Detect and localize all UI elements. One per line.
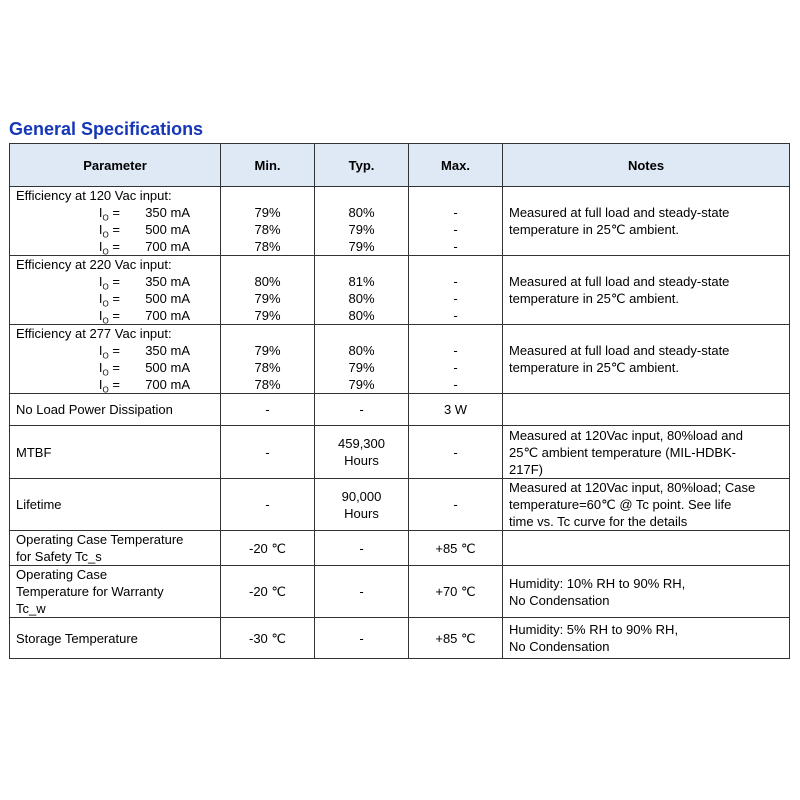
typ-line: -	[359, 540, 364, 556]
min-cell: -30 ℃	[221, 618, 315, 659]
max-cell: -	[409, 479, 503, 531]
typ-value: 80%	[348, 308, 375, 323]
parameter-cell	[10, 426, 221, 479]
page-title: General Specifications	[9, 119, 204, 139]
note-line: temperature in 25℃ ambient.	[509, 360, 679, 375]
parameter-cell	[10, 618, 221, 659]
note-line: Measured at 120Vac input, 80%load and	[509, 427, 743, 443]
note-line: temperature=60℃ @ Tc point. See life	[509, 497, 732, 512]
notes-cell	[503, 187, 790, 256]
current-value: 500 mA	[145, 360, 190, 375]
spec-row	[10, 566, 790, 618]
current-line	[16, 238, 214, 255]
header-max: Max.	[409, 144, 503, 187]
note-line: Measured at full load and steady-state	[509, 205, 730, 220]
min-cell: -	[221, 426, 315, 479]
max-value: -	[453, 308, 458, 323]
efficiency-label: Efficiency at 277 Vac input:	[16, 326, 172, 341]
efficiency-row	[10, 325, 790, 394]
current-value: 500 mA	[145, 291, 190, 306]
min-value: 79%	[254, 205, 281, 220]
min-cell: -	[221, 479, 315, 531]
max-cell	[409, 325, 503, 394]
typ-cell	[315, 479, 409, 531]
current-value: 700 mA	[145, 239, 190, 254]
current-line	[16, 221, 214, 238]
parameter-cell	[10, 566, 221, 618]
typ-cell	[315, 187, 409, 256]
min-value: 79%	[254, 343, 281, 358]
parameter-line: Operating Case Temperature	[16, 532, 184, 547]
io-label: $I_O$ =	[98, 205, 120, 223]
min-value: 78%	[254, 239, 281, 254]
typ-line: Hours	[344, 453, 379, 468]
max-cell: -	[409, 426, 503, 479]
min-cell	[221, 256, 315, 325]
spec-row	[10, 394, 790, 426]
parameter-line: Temperature for Warranty	[16, 584, 164, 599]
notes-cell	[503, 531, 790, 566]
current-value: 350 mA	[145, 343, 190, 358]
min-value: 80%	[254, 274, 281, 289]
max-cell	[409, 256, 503, 325]
typ-cell	[315, 618, 409, 659]
parameter-cell	[10, 256, 221, 325]
parameter-cell	[10, 479, 221, 531]
note-line: No Condensation	[509, 592, 610, 608]
typ-cell	[315, 325, 409, 394]
notes-cell	[503, 256, 790, 325]
parameter-cell	[10, 531, 221, 566]
typ-value: 79%	[348, 360, 375, 375]
typ-value: 79%	[348, 239, 375, 254]
typ-line: -	[359, 584, 364, 599]
typ-value: 79%	[348, 377, 375, 392]
typ-line: -	[359, 630, 364, 646]
max-value: -	[453, 360, 458, 375]
min-value: 79%	[254, 308, 281, 323]
max-cell: +70 ℃	[409, 566, 503, 618]
note-line: Humidity: 5% RH to 90% RH,	[509, 622, 679, 637]
max-cell: +85 ℃	[409, 531, 503, 566]
max-value: -	[453, 377, 458, 392]
note-line: Measured at full load and steady-state	[509, 343, 730, 358]
current-line	[16, 204, 214, 221]
notes-cell	[503, 479, 790, 531]
current-value: 700 mA	[145, 308, 190, 323]
notes-cell	[503, 566, 790, 618]
typ-value: 80%	[348, 291, 375, 306]
typ-cell	[315, 426, 409, 479]
typ-line: Hours	[344, 505, 379, 521]
spec-row	[10, 426, 790, 479]
max-value: -	[453, 343, 458, 358]
io-label: $I_O$ =	[98, 239, 120, 257]
parameter-cell	[10, 187, 221, 256]
note-line: temperature in 25℃ ambient.	[509, 222, 679, 237]
max-value: -	[453, 205, 458, 220]
note-line: time vs. Tc curve for the details	[509, 514, 688, 529]
header-parameter: Parameter	[10, 144, 221, 187]
io-label: $I_O$ =	[98, 274, 120, 292]
min-cell	[221, 325, 315, 394]
efficiency-label: Efficiency at 120 Vac input:	[16, 188, 172, 203]
min-cell	[221, 187, 315, 256]
typ-cell	[315, 256, 409, 325]
parameter-cell	[10, 394, 221, 426]
efficiency-label: Efficiency at 220 Vac input:	[16, 257, 172, 272]
spec-row	[10, 618, 790, 659]
note-line: Humidity: 10% RH to 90% RH,	[509, 575, 686, 591]
notes-cell	[503, 426, 790, 479]
typ-value: 80%	[348, 343, 375, 358]
io-label: $I_O$ =	[98, 222, 120, 240]
notes-cell	[503, 618, 790, 659]
max-cell: 3 W	[409, 394, 503, 426]
min-value: 78%	[254, 360, 281, 375]
parameter-line: for Safety Tc_s	[16, 549, 102, 564]
max-value: -	[453, 291, 458, 306]
efficiency-row	[10, 187, 790, 256]
spec-row	[10, 531, 790, 566]
io-label: $I_O$ =	[98, 343, 120, 361]
typ-value: 79%	[348, 222, 375, 237]
header-row	[10, 144, 790, 187]
max-value: -	[453, 239, 458, 254]
efficiency-row	[10, 256, 790, 325]
typ-value: 80%	[348, 205, 375, 220]
note-line: 217F)	[509, 461, 543, 477]
typ-cell	[315, 394, 409, 426]
min-cell: -20 ℃	[221, 566, 315, 618]
parameter-line: No Load Power Dissipation	[16, 402, 173, 417]
note-line: 25℃ ambient temperature (MIL-HDBK-	[509, 444, 737, 460]
note-line: No Condensation	[509, 639, 610, 654]
spec-table	[9, 143, 790, 659]
parameter-line: Lifetime	[16, 497, 62, 512]
current-value: 350 mA	[145, 205, 190, 220]
notes-cell	[503, 325, 790, 394]
header-min: Min.	[221, 144, 315, 187]
current-line	[16, 342, 214, 359]
min-cell: -20 ℃	[221, 531, 315, 566]
note-line: Measured at full load and steady-state	[509, 274, 730, 289]
parameter-line: Operating Case	[16, 567, 108, 582]
io-label: $I_O$ =	[98, 291, 120, 309]
header-notes: Notes	[503, 144, 790, 187]
typ-value: 81%	[348, 274, 375, 289]
io-label: $I_O$ =	[98, 308, 120, 326]
current-line	[16, 290, 214, 307]
current-line	[16, 307, 214, 324]
min-cell: -	[221, 394, 315, 426]
typ-cell	[315, 566, 409, 618]
header-typ: Typ.	[315, 144, 409, 187]
max-value: -	[453, 274, 458, 289]
min-value: 79%	[254, 291, 281, 306]
min-value: 78%	[254, 222, 281, 237]
typ-line: 90,000	[341, 488, 382, 504]
current-value: 700 mA	[145, 377, 190, 392]
current-line	[16, 359, 214, 376]
current-value: 500 mA	[145, 222, 190, 237]
min-value: 78%	[254, 377, 281, 392]
io-label: $I_O$ =	[98, 360, 120, 378]
typ-line: 459,300	[338, 436, 385, 451]
note-line: Measured at 120Vac input, 80%load; Case	[509, 480, 756, 495]
spec-row	[10, 479, 790, 531]
parameter-line: Storage Temperature	[16, 630, 138, 646]
typ-cell	[315, 531, 409, 566]
parameter-line: Tc_w	[16, 601, 46, 616]
parameter-cell	[10, 325, 221, 394]
io-label: $I_O$ =	[98, 377, 120, 395]
max-cell: +85 ℃	[409, 618, 503, 659]
typ-line: -	[359, 402, 364, 417]
max-cell	[409, 187, 503, 256]
parameter-line: MTBF	[16, 444, 52, 460]
current-line	[16, 273, 214, 290]
note-line: temperature in 25℃ ambient.	[509, 291, 679, 306]
max-value: -	[453, 222, 458, 237]
current-line	[16, 376, 214, 393]
notes-cell	[503, 394, 790, 426]
current-value: 350 mA	[145, 274, 190, 289]
